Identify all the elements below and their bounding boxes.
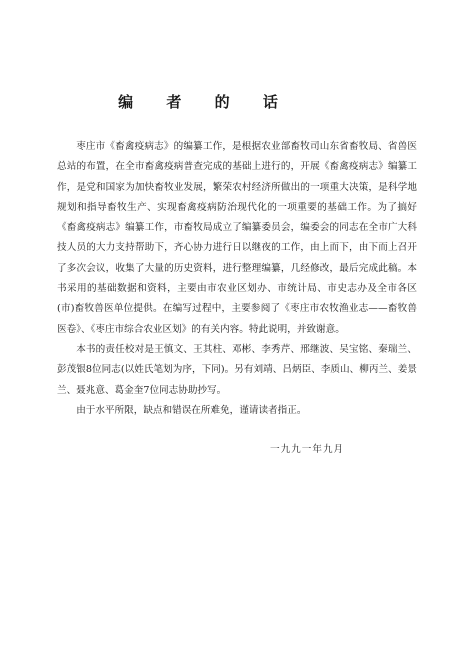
paragraph: 由于水平所限，缺点和错误在所难免，谨请读者指正。 bbox=[76, 404, 307, 416]
paragraph: 枣庄市《畜禽疫病志》的编纂工作，是根据农业部畜牧司山东省畜牧局、省兽医总站的布置，在全市畜禽疫病普查完成的基础上进行的，开展《畜禽疫病志》编纂工作，是党和国家为加快畜牧业发展，繁荣农村经济所做出的一项重大决策，是科学地规划和指导畜牧生产、实现畜禽疫病防治现代化的一项重要的基础工作。为了搞好《畜禽疫病志》编纂工作，市畜牧局成立了编纂委员会，编委会的同志在全市广大科技人员的大力支持帮助下，齐心协力进行日以继夜的工作，由上而下，由下而上召开了多次会议，收集了大量的历史资料，进行整理编纂，几经修改，最后完成此稿。本书采用的基础数据和资料，主要由市农业区划办、市统计局、市史志办及全市各区(市)畜牧兽医单位提供。在编写过程中，主要参阅了《枣庄市农牧渔业志——畜牧兽医卷》、《枣庄市综合农业区划》的有关内容。特此说明，并致谢意。 bbox=[57, 141, 417, 335]
signature-date: 一九九一年九月 bbox=[270, 444, 345, 455]
body-text bbox=[57, 137, 417, 421]
paragraph: 本书的责任校对是王慎文、王其柱、邓彬、李秀芹、邢继波、吴宝铭、秦瑞兰、彭茂银8位同志(以姓氏笔划为序，下同)。另有刘靖、吕炳臣、李质山、柳丙兰、姜景兰、聂兆意、葛金奎7位同志协助抄写。 bbox=[57, 343, 417, 396]
page-title: 编 者 的 话 bbox=[118, 93, 292, 111]
